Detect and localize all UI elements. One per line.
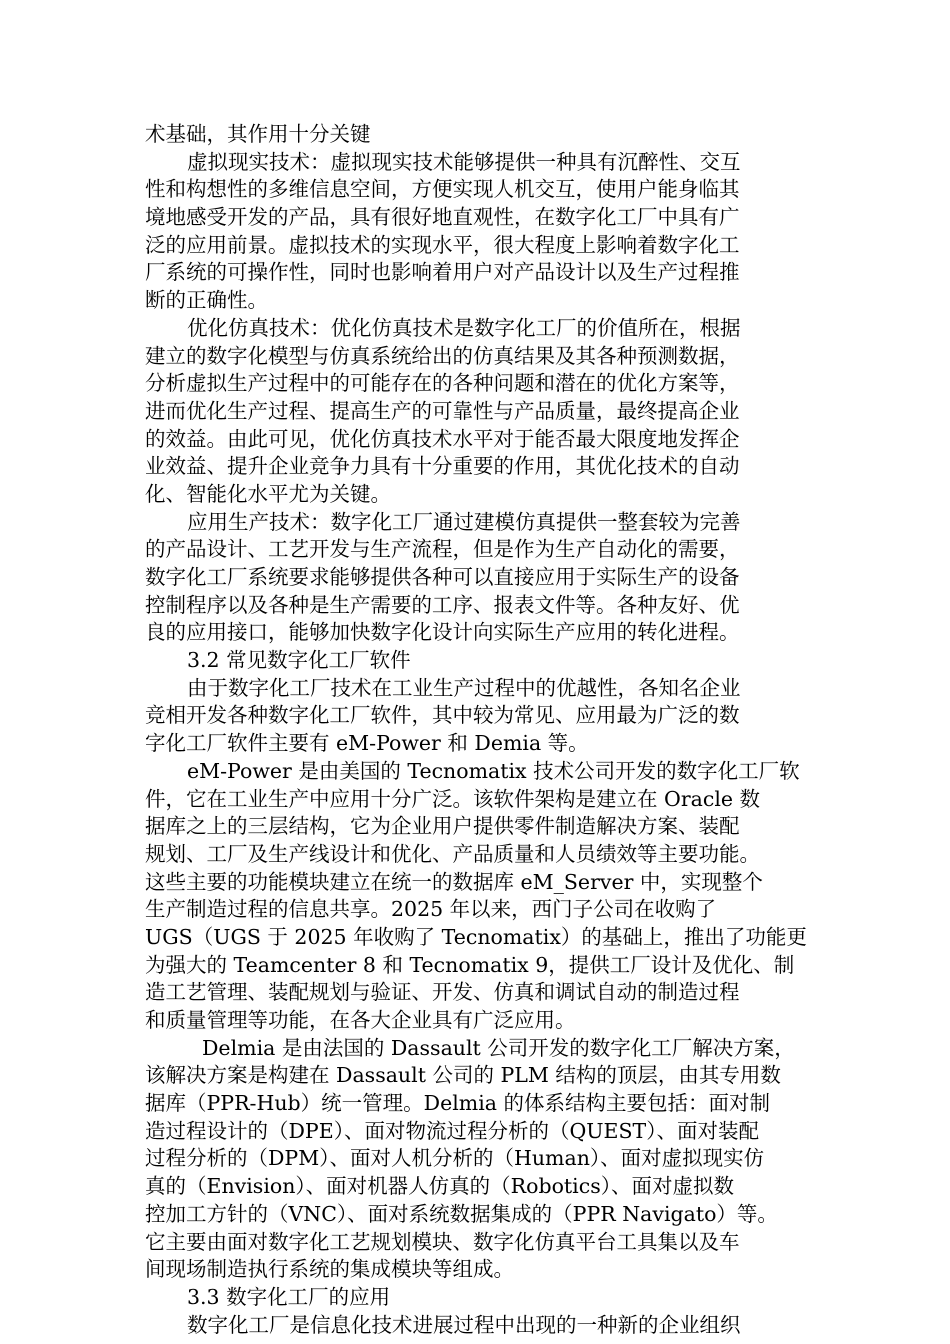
text-line: 字化工厂软件主要有 eM-Power 和 Demia 等。 (145, 731, 589, 756)
text-line: 良的应用接口，能够加快数字化设计向实际生产应用的转化进程。 (145, 620, 740, 645)
text-line: 由于数字化工厂技术在工业生产过程中的优越性，各知名企业 (187, 675, 741, 700)
text-line: 过程分析的（DPM）、面对人机分析的（Human）、面对虚拟现实仿 (145, 1146, 765, 1171)
text-line: 优化仿真技术：优化仿真技术是数字化工厂的价值所在，根据 (187, 315, 741, 340)
text-line: 进而优化生产过程、提高生产的可靠性与产品质量，最终提高企业 (145, 398, 740, 423)
text-line: 造过程设计的（DPE）、面对物流过程分析的（QUEST）、面对装配 (145, 1118, 759, 1143)
text-line: eM-Power 是由美国的 Tecnomatix 技术公司开发的数字化工厂软 (187, 758, 800, 783)
text-line: 性和构想性的多维信息空间，方便实现人机交互，使用户能身临其 (145, 177, 740, 202)
text-line: 应用生产技术：数字化工厂通过建模仿真提供一整套较为完善 (187, 509, 741, 534)
text-line: 术基础，其作用十分关键 (145, 122, 371, 146)
text-line: 据库之上的三层结构，它为企业用户提供零件制造解决方案、装配 (145, 814, 740, 839)
text-line: UGS（UGS 于 2025 年收购了 Tecnomatix）的基础上，推出了功能更 (145, 924, 807, 949)
text-line: 竞相开发各种数字化工厂软件，其中较为常见、应用最为广泛的数 (145, 703, 740, 728)
section-heading: 3.3 数字化工厂的应用 (187, 1284, 391, 1309)
text-line: 泛的应用前景。虚拟技术的实现水平，很大程度上影响着数字化工 (145, 232, 740, 257)
text-line: 建立的数字化模型与仿真系统给出的仿真结果及其各种预测数据， (145, 343, 740, 368)
text-line: 造工艺管理、装配规划与验证、开发、仿真和调试自动的制造过程 (145, 980, 740, 1005)
text-line: 业效益、提升企业竞争力具有十分重要的作用，其优化技术的自动 (145, 454, 740, 479)
text-line: 化、智能化水平尤为关键。 (145, 481, 391, 506)
text-line: 据库（PPR-Hub）统一管理。Delmia 的体系结构主要包括：面对制 (145, 1091, 771, 1116)
text-line: 和质量管理等功能，在各大企业具有广泛应用。 (145, 1008, 576, 1032)
text-line: Delmia 是由法国的 Dassault 公司开发的数字化工厂解决方案， (202, 1035, 795, 1060)
text-line: 真的（Envision）、面对机器人仿真的（Robotics）、面对虚拟数 (145, 1174, 734, 1199)
text-line: 控制程序以及各种是生产需要的工序、报表文件等。各种友好、优 (145, 592, 740, 617)
text-line: 数字化工厂是信息化技术进展过程中出现的一种新的企业组织 (187, 1312, 741, 1337)
text-line: 为强大的 Teamcenter 8 和 Tecnomatix 9，提供工厂设计及优化、制 (145, 952, 795, 977)
section-heading: 3.2 常见数字化工厂软件 (187, 648, 411, 673)
text-line: 断的正确性。 (145, 288, 268, 313)
text-line: 的效益。由此可见，优化仿真技术水平对于能否最大限度地发挥企 (145, 426, 740, 451)
text-line: 它主要由面对数字化工艺规划模块、数字化仿真平台工具集以及车 (145, 1229, 740, 1254)
text-line: 规划、工厂及生产线设计和优化、产品质量和人员绩效等主要功能。 (145, 841, 760, 866)
text-line: 控加工方针的（VNC）、面对系统数据集成的（PPR Navigato）等。 (145, 1201, 778, 1226)
text-line: 生产制造过程的信息共享。2025 年以来，西门子公司在收购了 (145, 897, 717, 922)
document-body (145, 121, 815, 1339)
text-line: 虚拟现实技术：虚拟现实技术能够提供一种具有沉醉性、交互 (187, 149, 741, 174)
text-line: 的产品设计、工艺开发与生产流程，但是作为生产自动化的需要， (145, 537, 740, 562)
text-line: 数字化工厂系统要求能够提供各种可以直接应用于实际生产的设备 (145, 565, 740, 589)
text-line: 分析虚拟生产过程中的可能存在的各种问题和潜在的优化方案等， (145, 371, 740, 396)
text-line: 间现场制造执行系统的集成模块等组成。 (145, 1257, 514, 1282)
text-line: 该解决方案是构建在 Dassault 公司的 PLM 结构的顶层，由其专用数 (145, 1063, 781, 1088)
text-line: 境地感受开发的产品，具有很好地直观性，在数字化工厂中具有广 (145, 205, 740, 230)
text-line: 厂系统的可操作性，同时也影响着用户对产品设计以及生产过程推 (145, 260, 740, 285)
text-line: 这些主要的功能模块建立在统一的数据库 eM_Server 中，实现整个 (145, 869, 763, 894)
text-line: 件，它在工业生产中应用十分广泛。该软件架构是建立在 Oracle 数 (145, 786, 761, 811)
